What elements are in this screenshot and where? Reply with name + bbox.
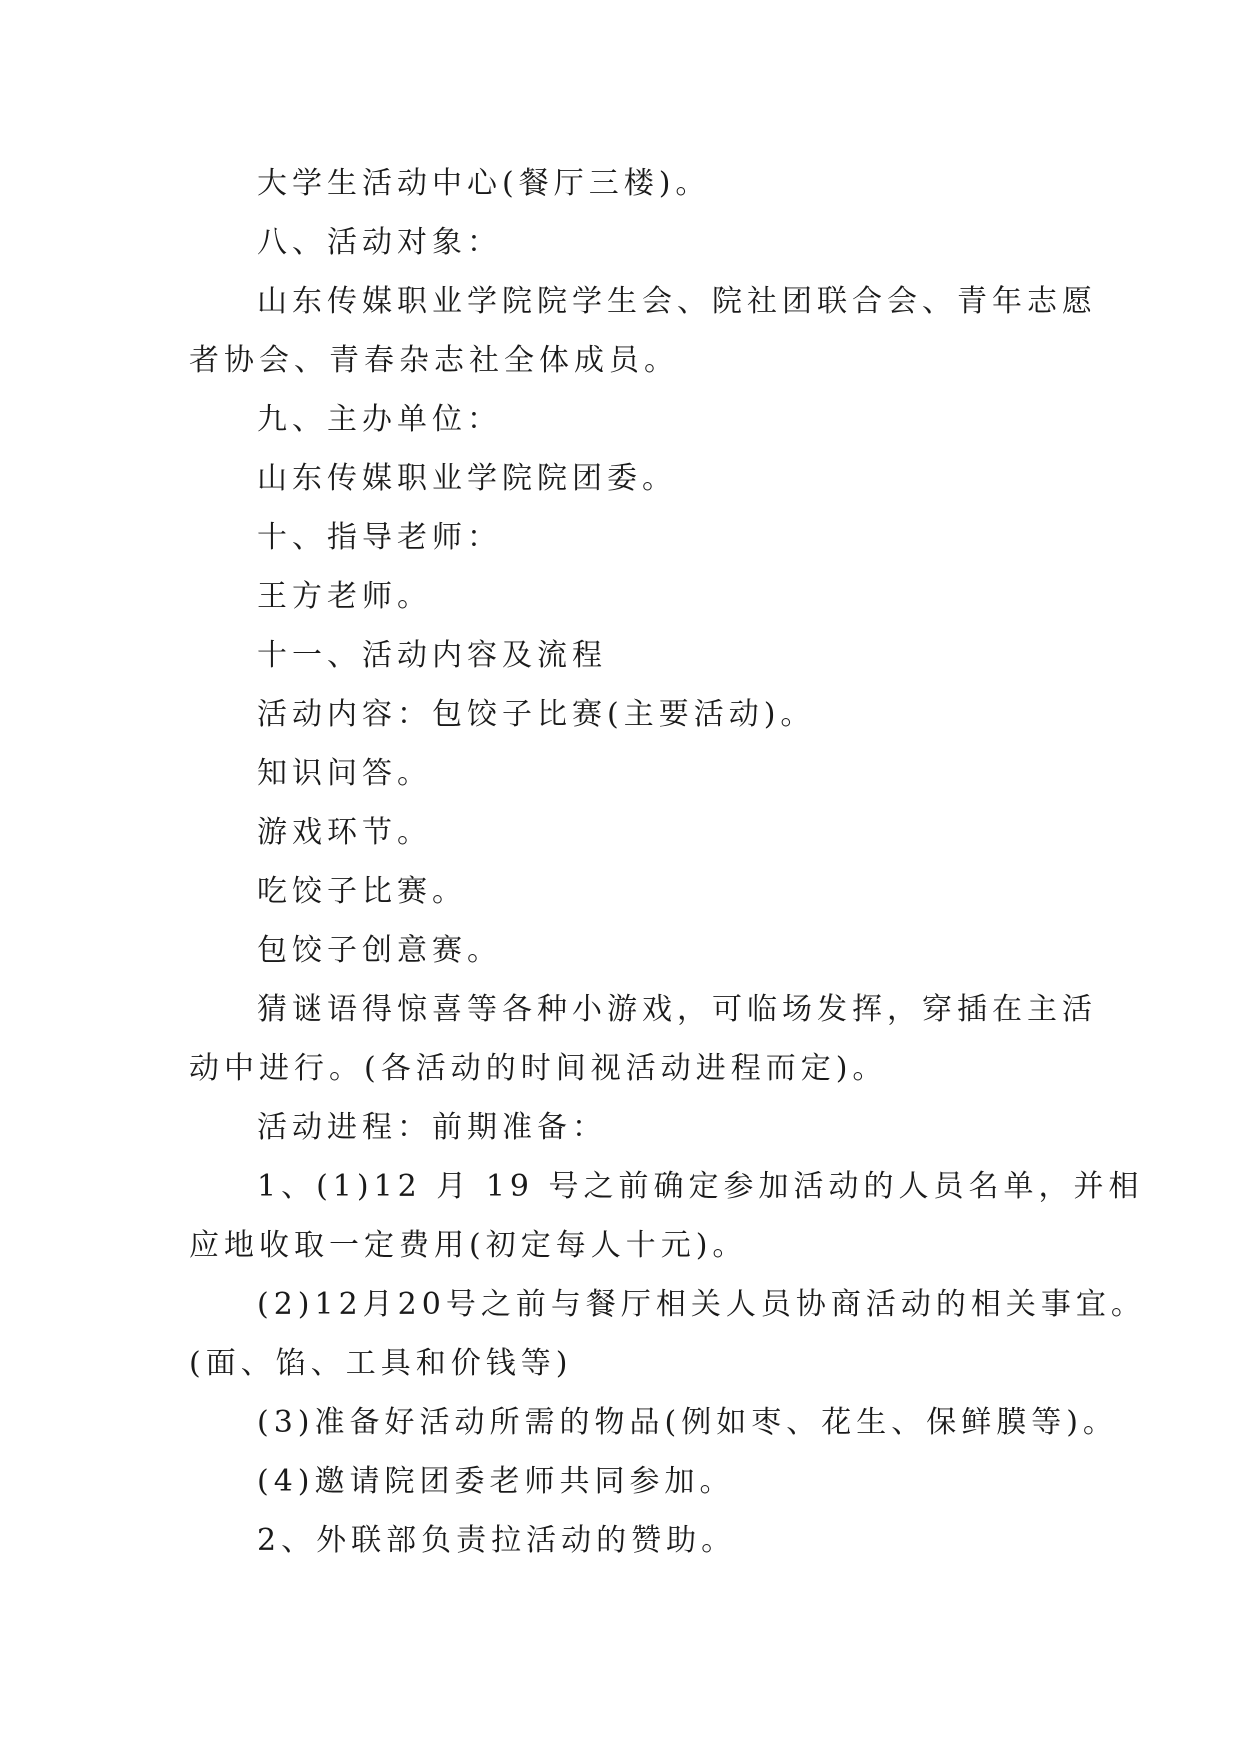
text-line: 活动内容：包饺子比赛(主要活动)。 xyxy=(257,697,816,732)
text-line: 游戏环节。 xyxy=(257,815,432,850)
text-line: 吃饺子比赛。 xyxy=(257,874,467,909)
section-heading: 八、活动对象： xyxy=(257,225,502,260)
list-item: (3)准备好活动所需的物品(例如枣、花生、保鲜膜等)。 xyxy=(257,1405,1118,1440)
list-item: 1、(1)12 月 19 号之前确定参加活动的人员名单，并相 xyxy=(257,1169,1144,1204)
text-line: (面、馅、工具和价钱等) xyxy=(189,1346,573,1381)
section-heading: 十一、活动内容及流程 xyxy=(257,638,607,673)
section-heading: 九、主办单位： xyxy=(257,402,502,437)
text-line: 活动进程：前期准备： xyxy=(257,1110,607,1145)
text-line: 大学生活动中心(餐厅三楼)。 xyxy=(257,166,711,201)
text-line: 猜谜语得惊喜等各种小游戏，可临场发挥，穿插在主活 xyxy=(257,992,1097,1027)
text-line: 王方老师。 xyxy=(257,579,432,614)
text-line: 知识问答。 xyxy=(257,756,432,791)
text-line: 山东传媒职业学院院学生会、院社团联合会、青年志愿 xyxy=(257,284,1097,319)
text-line: 者协会、青春杂志社全体成员。 xyxy=(189,343,679,378)
list-item: (4)邀请院团委老师共同参加。 xyxy=(257,1464,735,1499)
section-heading: 十、指导老师： xyxy=(257,520,502,555)
text-line: 山东传媒职业学院院团委。 xyxy=(257,461,677,496)
list-item: (2)12月20号之前与餐厅相关人员协商活动的相关事宜。 xyxy=(257,1287,1146,1322)
list-item: 2、外联部负责拉活动的赞助。 xyxy=(257,1523,737,1558)
text-line: 包饺子创意赛。 xyxy=(257,933,502,968)
text-line: 应地收取一定费用(初定每人十元)。 xyxy=(189,1228,748,1263)
text-line: 动中进行。(各活动的时间视活动进程而定)。 xyxy=(189,1051,888,1086)
